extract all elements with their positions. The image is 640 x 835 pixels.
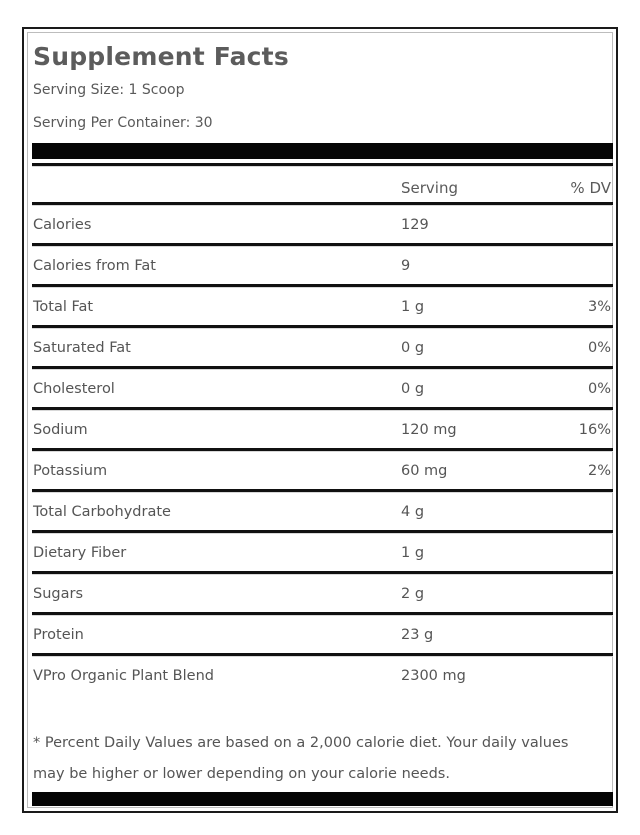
nutrient-name: Total Fat: [33, 299, 94, 315]
nutrient-dv: 2%: [587, 463, 611, 479]
footnote-line-2: may be higher or lower depending on your calorie needs.: [33, 766, 450, 782]
nutrient-dv: 0%: [587, 340, 611, 356]
serving-size: Serving Size: 1 Scoop: [33, 82, 185, 98]
nutrient-name: VPro Organic Plant Blend: [33, 668, 214, 684]
table-row: [32, 407, 613, 448]
spacer: [32, 698, 613, 728]
thick-divider-bar: [32, 143, 613, 159]
table-row: [32, 489, 613, 530]
nutrient-dv: 3%: [587, 299, 611, 315]
column-header-dv: % DV: [570, 179, 611, 197]
nutrient-name: Cholesterol: [33, 381, 115, 397]
column-header-serving: Serving: [401, 179, 458, 197]
nutrient-serving: 9: [401, 258, 411, 274]
nutrient-serving: 129: [401, 217, 429, 233]
nutrient-dv: 16%: [578, 422, 611, 438]
nutrient-serving: 2 g: [401, 586, 425, 602]
nutrient-serving: 4 g: [401, 504, 425, 520]
nutrient-name: Calories from Fat: [33, 258, 156, 274]
nutrient-serving: 23 g: [401, 627, 434, 643]
table-row: [32, 366, 613, 407]
supplement-facts-panel: [32, 32, 613, 806]
label-title: Supplement Facts: [33, 42, 289, 71]
nutrient-serving: 1 g: [401, 545, 425, 561]
nutrient-name: Calories: [33, 217, 92, 233]
table-row: [32, 653, 613, 698]
nutrient-name: Protein: [33, 627, 84, 643]
nutrient-serving: 0 g: [401, 340, 425, 356]
nutrient-serving: 60 mg: [401, 463, 448, 479]
table-row: [32, 284, 613, 325]
table-row: [32, 571, 613, 612]
nutrient-serving: 2300 mg: [401, 668, 466, 684]
nutrient-name: Saturated Fat: [33, 340, 131, 356]
table-row: [32, 202, 613, 243]
nutrient-name: Sodium: [33, 422, 88, 438]
servings-per-container: Serving Per Container: 30: [33, 115, 213, 131]
nutrient-name: Sugars: [33, 586, 83, 602]
nutrient-dv: 0%: [587, 381, 611, 397]
nutrient-name: Potassium: [33, 463, 108, 479]
nutrient-name: Dietary Fiber: [33, 545, 127, 561]
table-header-row: [32, 163, 613, 202]
bottom-divider-bar: [32, 792, 613, 806]
table-row: [32, 612, 613, 653]
table-row: [32, 448, 613, 489]
nutrient-name: Total Carbohydrate: [33, 504, 171, 520]
nutrient-serving: 1 g: [401, 299, 425, 315]
footnote-line-1: * Percent Daily Values are based on a 2,000 calorie diet. Your daily values: [33, 735, 569, 751]
table-row: [32, 530, 613, 571]
table-row: [32, 243, 613, 284]
nutrient-serving: 120 mg: [401, 422, 457, 438]
nutrient-serving: 0 g: [401, 381, 425, 397]
table-row: [32, 325, 613, 366]
